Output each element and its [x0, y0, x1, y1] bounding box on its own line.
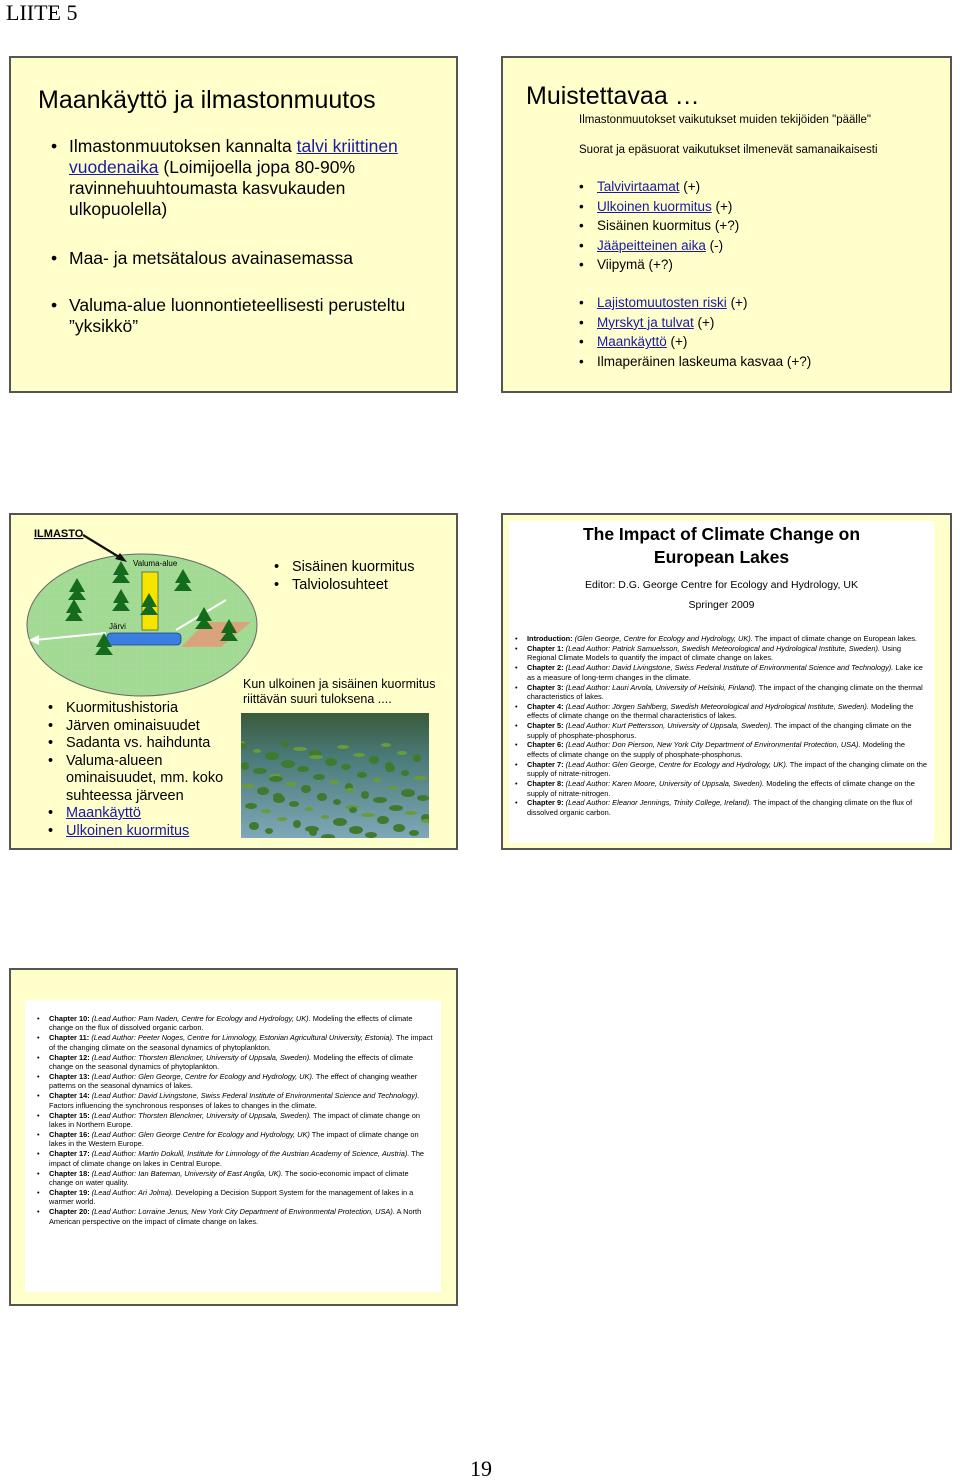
bullet-item: • Talviolosuhteet [274, 577, 415, 595]
chapter-text: Modeling the effects of climate change on the supply of phosphate-phosphorus. [527, 740, 905, 759]
bullet-link: Ulkoinen kuormitus [66, 822, 190, 839]
effect-item [579, 293, 811, 313]
lily-pad [361, 813, 375, 817]
lily-pad [417, 795, 429, 801]
ilmasto-label: ILMASTO [34, 528, 84, 540]
chapter-lead: Chapter 18: [49, 1168, 92, 1178]
lily-pad [285, 782, 297, 786]
bullet-link: talvi kriittinen vuodenaika [69, 136, 398, 177]
lily-pad [413, 754, 421, 762]
lily-pad [405, 811, 417, 815]
effect-sign: (-) [705, 237, 724, 253]
book-paper [25, 1000, 441, 1292]
chapter-lead: Chapter 14: [49, 1091, 92, 1101]
lily-pad [309, 755, 323, 759]
book-editor: Editor: D.G. George Centre for Ecology and Hydrology, UK [585, 579, 858, 591]
lily-pad [253, 749, 261, 753]
bullet-text: (Loimijoella jopa 80-90% ravinnehuuhtoumasta kasvukauden ulkopuolella) [69, 157, 356, 219]
lily-pad [241, 784, 255, 788]
chapter-item [515, 798, 928, 817]
effect-sign: (+) [726, 295, 748, 310]
chapter-item [37, 1033, 433, 1052]
chapter-text: Developing a Decision Support System for the management of lakes in a warmer world. [49, 1187, 414, 1207]
chapter-text: The socio-economic impact of climate change on water quality. [49, 1168, 409, 1187]
slide-catchment [9, 513, 458, 850]
bullet-text: Valuma-alueen ominaisuudet, mm. koko suhteessa järveen [66, 752, 224, 804]
lily-pad [301, 785, 311, 793]
page-header: LIITE 5 [6, 0, 78, 25]
chapter-lead: Chapter 6: [527, 740, 566, 750]
bullet-item [51, 248, 446, 269]
chapter-item [515, 740, 928, 759]
chapter-author: (Lead Author: Glen George Centre for Ecology and Hydrology, UK) [91, 1129, 310, 1139]
chapter-lead: Chapter 2: [527, 663, 566, 673]
bullet-text: Järven ominaisuudet [66, 717, 200, 734]
slide-remember [501, 56, 952, 393]
chapter-item [515, 721, 928, 740]
remark-line: Suorat ja epäsuorat vaikutukset ilmenevät samanaikaisesti [579, 144, 878, 156]
slide-book-chapters-2 [9, 968, 458, 1306]
effect-item [579, 216, 739, 236]
lily-pad [293, 747, 307, 751]
left-bullet-list [48, 700, 248, 840]
effect-sign: (+?) [783, 353, 812, 369]
chapter-lead: Chapter 19: [49, 1187, 92, 1197]
effect-label: Maankäyttö [597, 334, 667, 349]
bullet-text: Valuma-alue luonnontieteellisesti perusteltu ”yksikkö” [69, 295, 406, 336]
chapter-item [515, 760, 928, 779]
chapter-item [515, 663, 928, 682]
chapter-lead: Chapter 3: [527, 682, 566, 692]
lily-pad [305, 807, 313, 811]
chapter-lead: Chapter 1: [527, 643, 566, 653]
chapter-item [515, 702, 928, 721]
lily-pad [281, 741, 289, 747]
lily-pad [265, 752, 279, 760]
chapter-item [37, 1072, 433, 1091]
remark-line: Ilmastonmuutokset vaikutukset muiden tekijöiden "päälle" [579, 114, 871, 126]
chapter-author: (Lead Author: David Livingstone, Swiss Federal Institute of Environmental Science and Technology). [91, 1091, 420, 1101]
lily-pad [269, 776, 283, 782]
chapter-text: The impact of the changing climate on the supply of nitrate-nitrogen. [527, 759, 927, 779]
chapter-lead: Chapter 5: [527, 721, 566, 731]
bullet-text: Maa- ja metsätalous avainasemassa [69, 248, 354, 268]
lily-pad [273, 795, 285, 803]
effect-sign: (+) [666, 334, 688, 349]
chapter-lead: Chapter 15: [49, 1110, 92, 1120]
slide-land-use-climate [9, 56, 458, 393]
chapter-text: Lake ice as a measure of long-term changes in the climate. [527, 663, 923, 682]
lily-pad [289, 801, 299, 807]
valuma-alue-label: Valuma-alue [133, 559, 178, 568]
lily-pad [241, 762, 249, 770]
lily-pad [313, 774, 325, 780]
chapter-lead: Chapter 20: [49, 1207, 92, 1217]
lily-pad [381, 743, 391, 747]
chapter-text: The impact of the changing climate on the flux of dissolved organic carbon. [527, 798, 913, 817]
chapter-lead: Chapter 16: [49, 1129, 92, 1139]
lily-pad [245, 803, 257, 809]
book-publisher: Springer 2009 [688, 599, 755, 611]
slide1-bullet-list [51, 136, 446, 337]
lily-pad [249, 822, 259, 830]
chapter-lead: Chapter 9: [527, 798, 566, 808]
lily-pad [257, 787, 269, 795]
lily-pad [317, 793, 327, 801]
chapter-lead: Chapter 11: [49, 1033, 92, 1043]
lily-pad [277, 817, 287, 821]
right-bullet-list [274, 559, 415, 594]
chapter-item [37, 1169, 433, 1188]
lily-pad [377, 816, 389, 824]
effects-list-2 [579, 293, 811, 371]
chapter-lead: Chapter 10: [49, 1014, 92, 1023]
lily-pad [385, 764, 395, 772]
chapter-list [37, 1014, 433, 1226]
lily-pad [281, 760, 295, 768]
chapter-text: Modeling the effects of climate change on the supply of nitrate-nitrogen. [527, 779, 915, 798]
bullet-item [48, 805, 248, 823]
lily-pad [393, 824, 405, 832]
bullet-item [48, 718, 248, 736]
lily-pad [389, 786, 397, 790]
chapter-author: (Lead Author: Eleanor Jennings, Trinity College, Ireland). [565, 798, 752, 808]
chapter-author: (Lead Author: Don Pierson, New York City Department of Environmental Protection, USA). [565, 740, 861, 750]
chapter-item [37, 1188, 433, 1207]
bullet-text: Kuormitushistoria [66, 700, 179, 716]
lily-pad [253, 768, 267, 774]
effect-label: Viipymä [597, 257, 645, 272]
catchment-diagram [11, 515, 458, 700]
lily-pad [353, 753, 365, 757]
lily-pad [337, 745, 349, 749]
effect-item [579, 236, 739, 256]
lily-pad [261, 809, 271, 813]
chapter-lead: Chapter 12: [49, 1052, 92, 1062]
effect-label: Sisäinen kuormitus [597, 218, 712, 233]
bullet-text: Sadanta vs. haihdunta [66, 735, 211, 751]
lily-pad [365, 832, 377, 838]
lily-pad [349, 826, 363, 834]
chapter-text: Modeling the effects of climate change on the flux of dissolved organic carbon. [49, 1014, 413, 1033]
lily-pad [345, 788, 355, 792]
effect-sign: (+) [679, 179, 701, 194]
chapter-text: The impact of the changing climate on the thermal characteristics of lakes. [527, 682, 923, 701]
bullet-item [48, 753, 248, 806]
chapter-author: (Lead Author: Ari Jolma). [91, 1187, 174, 1197]
chapter-author: (Lead Author: Jörgen Sahlberg, Swedish Meteorological and Hydrological Institute, Sweden). [565, 701, 869, 711]
chapter-text: The impact of climate change on lakes in Northern Europe. [49, 1110, 420, 1129]
effect-item [579, 313, 811, 333]
lily-pad [361, 791, 369, 799]
bullet-item [48, 823, 248, 841]
chapter-text: Modeling the effects of climate change on the thermal characteristics of lakes. [527, 701, 914, 721]
lily-pad [349, 807, 357, 813]
chapter-author: (Lead Author: Pam Naden, Centre for Ecology and Hydrology, UK). [91, 1014, 311, 1023]
effect-sign: (+?) [711, 218, 740, 233]
chapter-item [515, 683, 928, 702]
bullet-item: • Sisäinen kuormitus [274, 559, 415, 577]
chapter-item [37, 1130, 433, 1149]
effect-label: Jääpeitteinen aika [597, 237, 706, 253]
lily-pad [369, 756, 379, 764]
chapter-lead: Chapter 8: [527, 779, 566, 789]
chapter-author: (Lead Author: Thorsten Blenckner, University of Uppsala, Sweden). [91, 1052, 312, 1062]
lily-pad [329, 780, 339, 784]
lily-pad [401, 770, 409, 776]
lily-pad [397, 751, 407, 755]
slide-title: Maankäyttö ja ilmastonmuutos [38, 86, 376, 114]
chapter-item [515, 644, 928, 663]
lake-photo [241, 713, 429, 838]
lily-pad [293, 820, 301, 828]
effect-label: Talvivirtaamat [597, 179, 680, 194]
chapter-item [37, 1207, 433, 1226]
lily-pad [333, 799, 341, 805]
chapter-lead: Introduction: [527, 634, 575, 643]
effect-label: Myrskyt ja tulvat [597, 314, 694, 330]
lily-pad [341, 764, 351, 770]
chapter-item [37, 1014, 433, 1033]
chapter-lead: Chapter 13: [49, 1071, 92, 1081]
lily-pad [413, 776, 427, 780]
bullet-item [48, 700, 248, 718]
lily-pad [297, 766, 309, 772]
bullet-link: Maankäyttö [66, 805, 141, 821]
chapter-author: (Glen George, Centre for Ecology and Hydrology, UK). [574, 634, 753, 643]
lily-pad [321, 815, 329, 819]
lily-pad [389, 805, 403, 811]
chapter-author: (Lead Author: Kurt Pettersson, University of Uppsala, Sweden). [565, 721, 773, 731]
effect-item [579, 255, 739, 275]
effect-sign: (+) [711, 198, 733, 214]
effects-list-1 [579, 177, 739, 275]
chapter-text: The effect of changing weather patterns on the seasonal dynamics of lakes. [49, 1071, 418, 1091]
lily-pad [357, 772, 367, 778]
chapter-author: (Lead Author: Patrick Samuelsson, Swedish Meteorological and Hydrological Institute, Sweden). [565, 643, 881, 653]
chapter-author: (Lead Author: Peeter Noges, Centre for Limnology, Estonian Agricultural University, Estonia). [91, 1033, 395, 1043]
chapter-text: The impact of climate change on lakes in Central Europe. [49, 1149, 425, 1168]
effect-item [579, 177, 739, 197]
chapter-text: The impact of climate change on lakes in the Western Europe. [49, 1129, 419, 1149]
chapter-author: (Lead Author: Lauri Arvola, University of Helsinki, Finland). [565, 682, 757, 692]
chapter-author: (Lead Author: Thorsten Blenckner, University of Uppsala, Sweden). [91, 1110, 312, 1120]
chapter-item [515, 634, 928, 643]
effect-item [579, 352, 811, 372]
chapter-author: (Lead Author: David Livingstone, Swiss Federal Institute of Environmental Science and Technology). [565, 663, 894, 673]
effect-label: Ulkoinen kuormitus [597, 198, 712, 214]
book-title: The Impact of Climate Change on European Lakes [582, 524, 861, 567]
chapter-item [37, 1111, 433, 1130]
chapter-author: (Lead Author: Ian Bateman, University of East Anglia, UK). [91, 1168, 284, 1178]
chapter-list [515, 634, 928, 818]
chapter-author: (Lead Author: Lorraine Jenus, New York City Department of Environmental Protection, USA). [91, 1207, 395, 1217]
effect-label: Lajistomuutosten riski [597, 295, 727, 310]
lily-pad [409, 830, 419, 836]
book-paper [509, 521, 934, 843]
lily-pad [373, 797, 387, 803]
chapter-text: The impact of the changing climate on the seasonal dynamics of phytoplankton. [49, 1033, 433, 1052]
chapter-item [37, 1091, 433, 1110]
chapter-author: (Lead Author: Glen George, Centre for Ecology and Hydrology, UK). [91, 1071, 314, 1081]
bullet-item [48, 735, 248, 753]
bullet-item [51, 295, 446, 337]
slide-book-chapters [501, 513, 952, 850]
jarvi-label: Järvi [109, 622, 126, 631]
caption: Kun ulkoinen ja sisäinen kuormitus riittävän suuri tuloksena .... [243, 677, 436, 706]
chapter-text: The impact of climate change on European lakes. [752, 634, 917, 643]
lily-pad [401, 789, 415, 797]
chapter-author: (Lead Author: Glen George, Centre for Ecology and Hydrology, UK). [565, 759, 788, 769]
lily-pad [373, 778, 381, 782]
chapter-item [37, 1053, 433, 1072]
chapter-text: The impact of the changing climate on the supply of phosphate-phosphorus. [527, 721, 912, 740]
chapter-text: Using Regional Climate Models to quantify the impact of climate change on lakes. [527, 643, 901, 663]
lily-pad [265, 828, 273, 834]
lily-pad [325, 758, 337, 766]
chapter-text: A North American perspective on the impact of climate change on lakes. [49, 1207, 422, 1226]
effect-sign: (+?) [644, 257, 673, 272]
chapter-item [515, 779, 928, 798]
chapter-lead: Chapter 7: [527, 759, 566, 769]
lily-pad [309, 828, 317, 836]
effect-label: Ilmaperäinen laskeuma kasvaa [597, 353, 784, 369]
effect-item [579, 332, 811, 352]
effect-item [579, 197, 739, 217]
lily-pad [333, 818, 347, 826]
chapter-text: Factors influencing the synchronous responses of lakes to changes in the climate. [49, 1100, 317, 1110]
chapter-text: Modeling the effects of climate change on the seasonal dynamics of phytoplankton. [49, 1052, 413, 1072]
effect-sign: (+) [693, 314, 715, 330]
chapter-lead: Chapter 17: [49, 1149, 92, 1159]
chapter-author: (Lead Author: Martin Dokulil, Institute for Limnology of the Austrian Academy of Science, Austria). [91, 1149, 410, 1159]
chapter-lead: Chapter 4: [527, 701, 566, 711]
page-number: 19 [470, 1456, 492, 1481]
bullet-item [51, 136, 446, 220]
slide-title: Muistettavaa … [526, 82, 700, 110]
bullet-text: Ilmastonmuutoksen kannalta [69, 136, 297, 156]
chapter-item [37, 1149, 433, 1168]
chapter-author: (Lead Author: Karen Moore, University of Uppsala, Sweden). [565, 779, 765, 789]
